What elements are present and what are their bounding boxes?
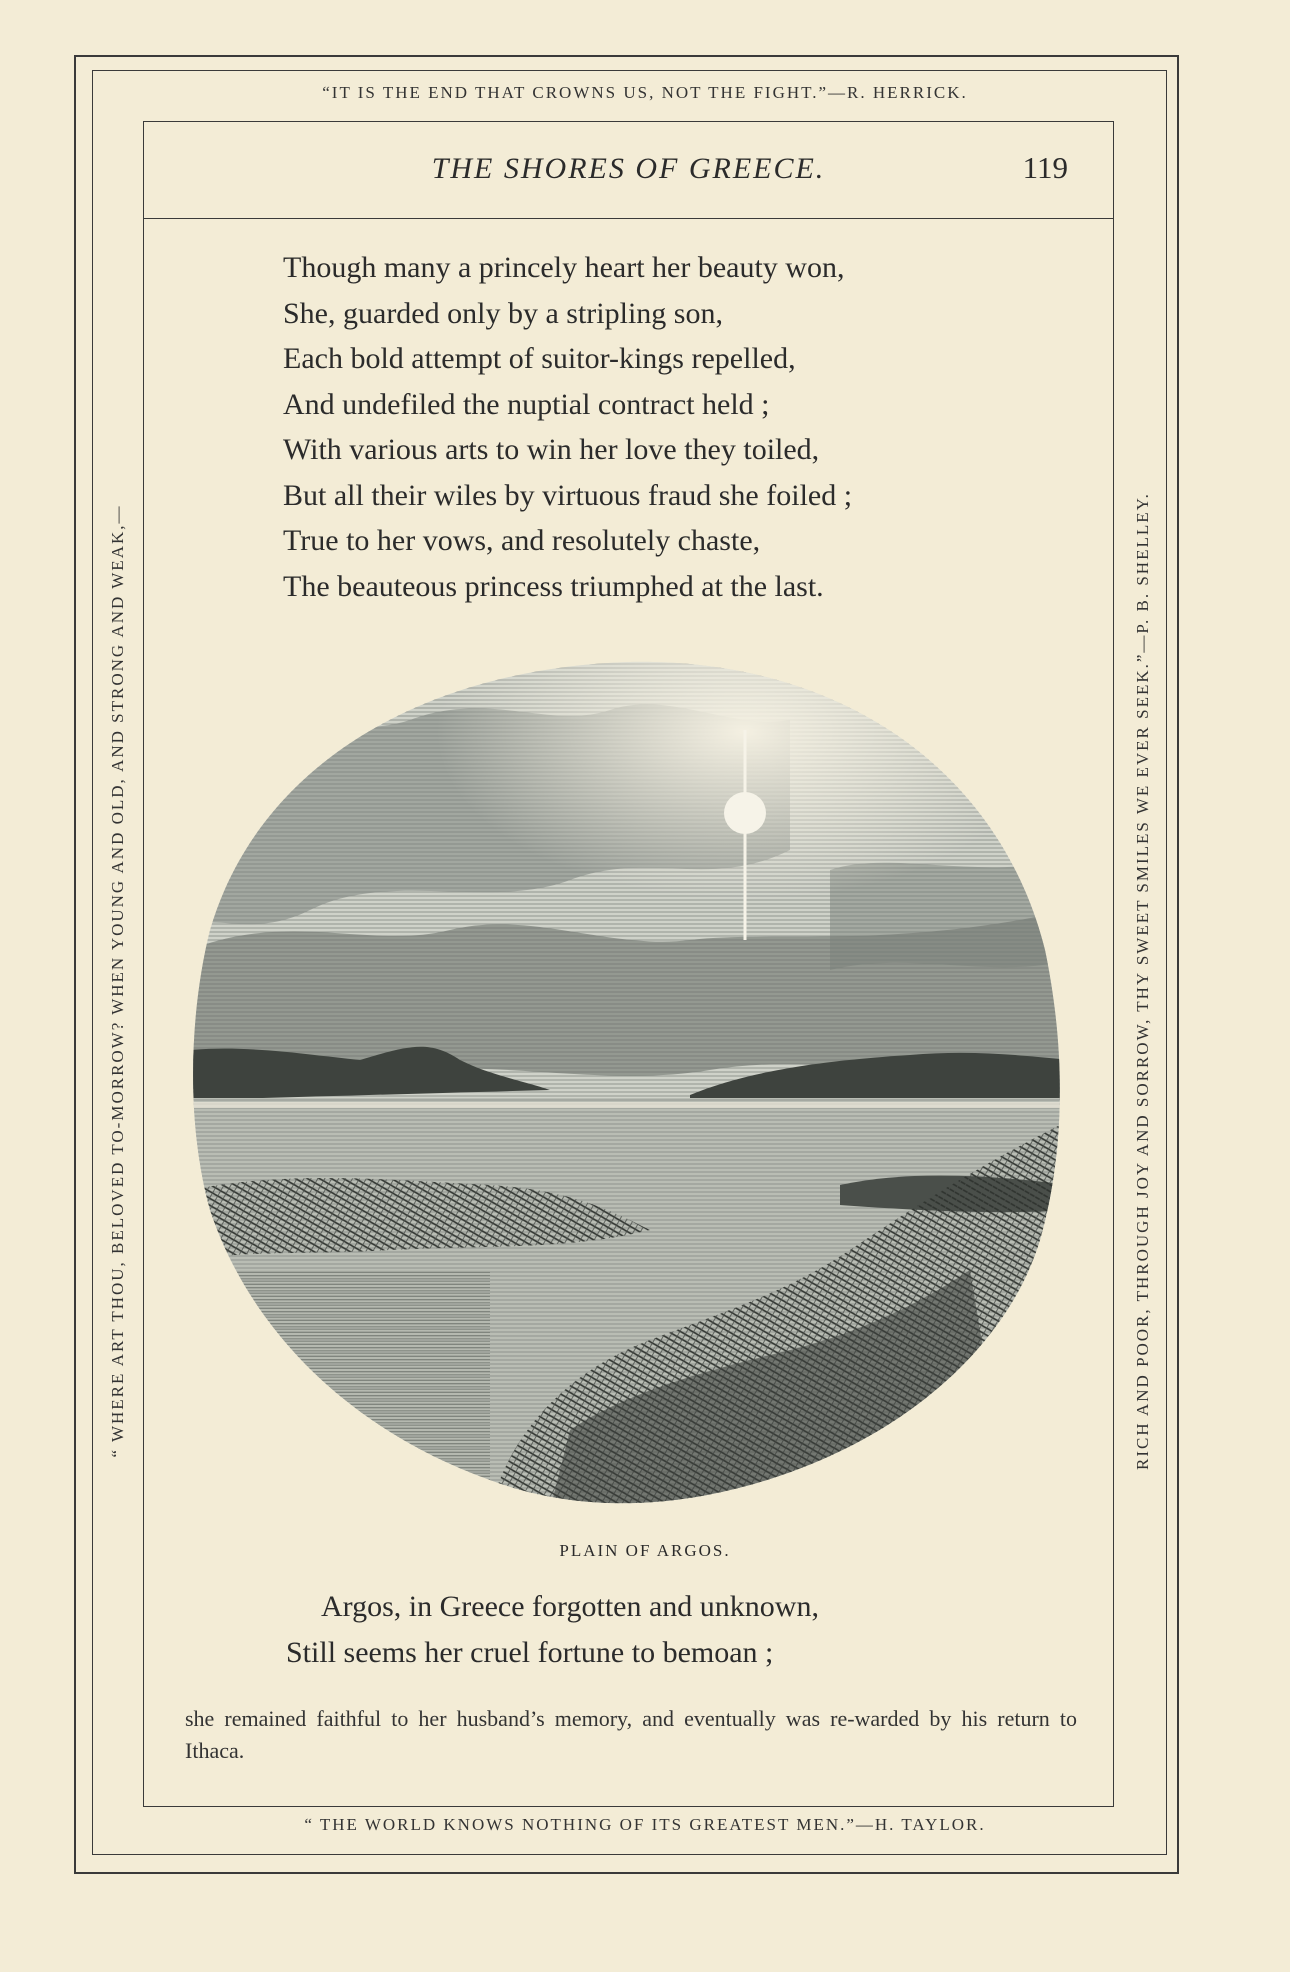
verse-line: Though many a princely heart her beauty won, — [283, 251, 845, 284]
illustration-caption: PLAIN OF ARGOS. — [559, 1541, 731, 1560]
motto-right: RICH AND POOR, THROUGH JOY AND SORROW, THY SWEET SMILES WE EVER SEEK.”—P. B. SHELLEY. — [1133, 492, 1152, 1470]
verse-stanza — [283, 245, 852, 609]
verse-line: With various arts to win her love they toiled, — [283, 433, 820, 466]
running-title: THE SHORES OF GREECE. — [431, 152, 826, 185]
motto-top: “IT IS THE END THAT CROWNS US, NOT THE FIGHT.”—R. HERRICK. — [322, 83, 968, 102]
prose-paragraph: she remained faithful to her husband’s memory, and eventually was re-warded by his return to Ithaca. — [185, 1706, 1077, 1763]
verse-line: Argos, in Greece forgotten and unknown, — [321, 1590, 819, 1623]
verse-stanza-2 — [287, 1584, 819, 1675]
verse-line: But all their wiles by virtuous fraud she foiled ; — [283, 478, 853, 512]
verse-line: And undefiled the nuptial contract held ; — [283, 387, 770, 421]
engraving-plain-of-argos — [190, 650, 1070, 1510]
motto-left: “ WHERE ART THOU, BELOVED TO-MORROW? WHEN YOUNG AND OLD, AND STRONG AND WEAK,— — [107, 504, 127, 1458]
verse-line: She, guarded only by a stripling son, — [283, 296, 723, 330]
verse-line: The beauteous princess triumphed at the last. — [283, 569, 824, 603]
motto-bottom: “ THE WORLD KNOWS NOTHING OF ITS GREATEST MEN.”—H. TAYLOR. — [304, 1815, 986, 1834]
verse-line: True to her vows, and resolutely chaste, — [283, 524, 761, 557]
header-rule — [143, 218, 1114, 219]
page-number: 119 — [1022, 150, 1068, 185]
verse-line: Each bold attempt of suitor-kings repelled, — [283, 342, 796, 375]
verse-line: Still seems her cruel fortune to bemoan ; — [286, 1635, 774, 1669]
